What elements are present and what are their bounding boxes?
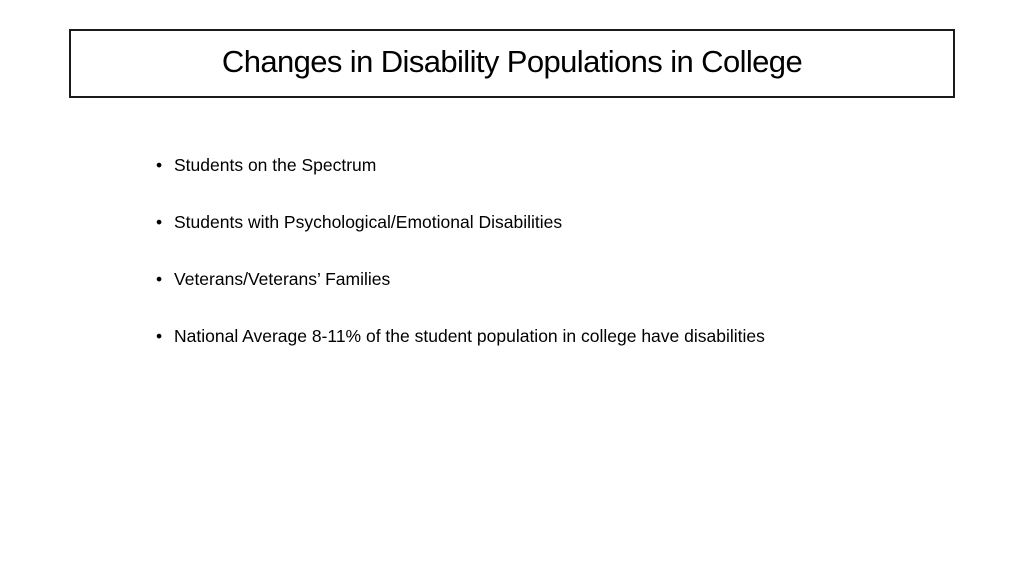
title-box xyxy=(69,29,955,98)
bullet-text: National Average 8-11% of the student population in college have disabilities xyxy=(174,326,765,346)
bullet-item xyxy=(156,155,765,212)
bullet-icon: • xyxy=(156,212,163,232)
slide-title: Changes in Disability Populations in College xyxy=(221,43,803,79)
bullet-icon: • xyxy=(156,155,163,175)
bullet-icon: • xyxy=(156,326,163,346)
bullet-item xyxy=(156,212,765,269)
bullet-item xyxy=(156,326,765,383)
bullet-list xyxy=(156,155,765,383)
bullet-text: Students with Psychological/Emotional Disabilities xyxy=(174,212,563,232)
bullet-text: Students on the Spectrum xyxy=(174,155,377,175)
bullet-text: Veterans/Veterans’ Families xyxy=(174,269,391,289)
bullet-icon: • xyxy=(156,269,163,289)
bullet-item xyxy=(156,269,765,326)
